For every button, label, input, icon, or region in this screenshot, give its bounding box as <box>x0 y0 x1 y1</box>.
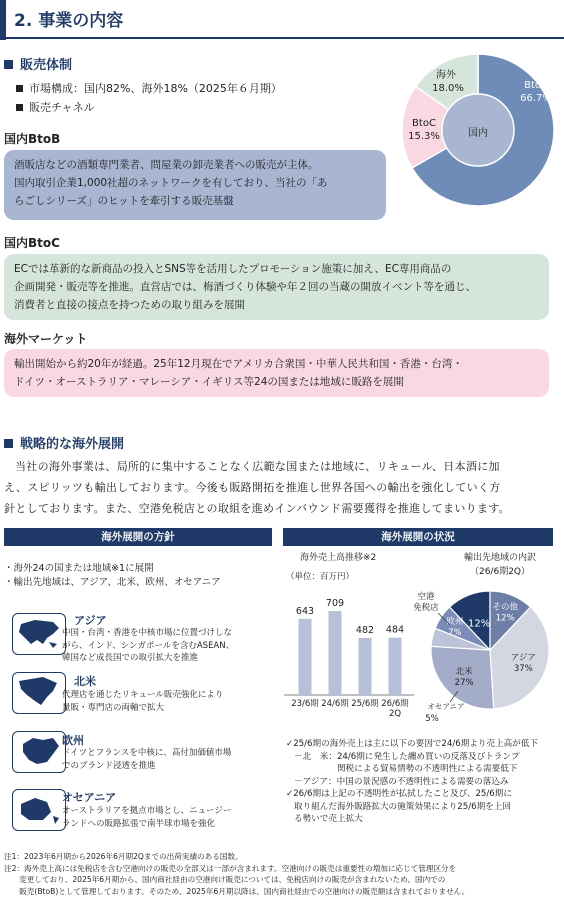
region-europe-desc <box>62 747 272 772</box>
bar-1 <box>329 611 342 695</box>
bar-0 <box>299 619 312 695</box>
page-title: 2. 事業の内容 <box>14 11 124 31</box>
bar-chart-title: 海外売上高推移※2 <box>300 553 377 563</box>
bar-2 <box>359 638 372 695</box>
pie-value-label: 7% <box>448 628 462 639</box>
btoc-line: 消費者と直接の接点を持つための取り組みを展開 <box>14 299 245 311</box>
market-composition-bullet <box>16 80 282 96</box>
footnote-line: 注1：2023年6月期から2026年6月期2Qまでの出荷実績のある国数。 <box>4 852 243 861</box>
oceania-map-icon <box>12 789 66 831</box>
pie-region-label: その他 <box>492 602 518 613</box>
btob-line: 国内取引企業1,000社超のネットワークを有しており、当社の「あ <box>14 177 328 189</box>
region-desc-line: オーストラリアを拠点市場とし、ニュージー <box>62 806 232 816</box>
pie-label-btoc: BtoC <box>412 118 436 129</box>
strategy-line: 針としております。また、空港免税店との取組を進めインバウンド需要獲得を推進してまいります。 <box>4 502 510 515</box>
note-sub: －北 米：24/6期に発生した纏め買いの反落及びトランプ <box>294 751 520 762</box>
pie-chart-title <box>440 551 560 579</box>
bar-category-label: 24/6期 <box>321 699 349 709</box>
region-na-desc <box>62 689 272 714</box>
pie-value-label: 27% <box>454 677 474 688</box>
market-composition-pie <box>398 50 558 210</box>
region-oceania-desc <box>62 805 272 830</box>
header-divider <box>0 37 564 39</box>
policy-band: 海外展開の方針 <box>4 528 272 546</box>
overseas-sales-bar-chart <box>282 585 422 725</box>
region-desc-line: 量販・専門店の両軸で拡大 <box>62 702 165 713</box>
btob-box <box>4 150 386 220</box>
pie-region-label: アジア <box>510 652 536 663</box>
bar-3 <box>389 638 402 695</box>
bullet-text: 市場構成：国内82%、海外18%（2025年６月期） <box>29 82 282 95</box>
policy-bullet: ・海外24の国または地域※1に展開 <box>4 563 154 574</box>
overseas-market-line: 輸出開始から約20年が経過。25年12月現在でアメリカ合衆国・中華人民共和国・香港・台湾・ <box>14 358 463 370</box>
region-na-title: 北米 <box>74 675 96 688</box>
pie-outside-label: オセアニア <box>427 702 465 711</box>
asia-map-icon <box>12 613 66 655</box>
pie-value-btoc: 15.3% <box>408 131 440 142</box>
square-bullet-icon <box>4 60 13 69</box>
overseas-market-box <box>4 349 549 397</box>
note-sub: －アジア：中国の景況感の不透明性による需要の落込み <box>294 776 509 787</box>
pie-value-label: 5% <box>425 714 439 724</box>
note-sub: る勢いで売上拡大 <box>294 814 363 824</box>
pie-value-label: 12% <box>468 618 491 630</box>
region-asia-desc <box>62 627 272 665</box>
region-desc-line: 中国・台湾・香港を中核市場に位置づけしな <box>62 628 233 638</box>
pie-value-label: 37% <box>513 663 533 674</box>
bar-category-label: 23/6期 <box>291 699 319 709</box>
strategy-line: え、スピリッツも輸出しております。今後も販路開拓を推進し世界各国への輸出を強化していく方 <box>4 481 501 494</box>
bar-category-label: 25/6期 <box>351 699 379 709</box>
btob-line: 酒販店などの酒類専門業者、問屋業の卸売業者への販売が主体。 <box>14 159 319 171</box>
footnotes <box>4 851 560 897</box>
strategy-line: 当社の海外事業は、局所的に集中することなく広範な国または地域に、リキュール、日本酒に加 <box>15 460 500 473</box>
footnote-line: 注2：海外売上高には免税店を含む空港向けの販売の全部又は一部が含まれます。空港向けの販売は重要性の増加に応じて管理区分を <box>4 863 457 873</box>
north-america-map-icon <box>12 672 66 714</box>
pie-title-line: （26/6期2Q） <box>469 567 531 577</box>
pie-title-line: 輸出先地域の内訳 <box>463 553 536 563</box>
strategy-heading-text: 戦略的な海外展開 <box>20 437 125 452</box>
region-asia-title: アジア <box>74 614 107 627</box>
check-note: ✓25/6期の海外売上は主に以下の要因で24/6期より売上高が低下 <box>286 739 539 749</box>
sales-system-heading <box>4 54 72 73</box>
region-europe-title: 欧州 <box>62 734 84 747</box>
btoc-box <box>4 254 549 320</box>
overseas-market-line: ドイツ・オーストラリア・マレーシア・イギリス等24の国または地域に販路を展開 <box>14 376 404 388</box>
btob-title: 国内BtoB <box>4 132 61 146</box>
bullet-text: 販売チャネル <box>29 101 95 114</box>
pie-center-label: 国内 <box>468 128 488 139</box>
bar-value-label: 709 <box>325 598 345 610</box>
bar-value-label: 482 <box>355 624 375 636</box>
pie-value-overseas: 18.0% <box>432 83 464 94</box>
pie-value-label: 12% <box>495 613 515 624</box>
region-desc-line: 代理店を通じたリキュール販売強化により <box>62 690 224 700</box>
square-bullet-icon <box>4 439 13 448</box>
footnote-line: 販売(BtoB)として管理しております。そのため、2025年6月期以降は、国内商社経由での空港向けの販売額は含まれておりません。 <box>4 886 470 896</box>
note-sub: 取り組んだ海外販路拡大の施策効果により25/6期を上回 <box>294 801 511 812</box>
status-band: 海外展開の状況 <box>283 528 553 546</box>
region-desc-line: ランドへの販路拡張で南半球市場を強化 <box>62 818 216 829</box>
pie-label-btob: BtoB <box>524 80 548 91</box>
region-desc-line: 韓国など成長国での取引拡大を推進 <box>62 653 199 663</box>
btob-line: らごしシリーズ」のヒットを牽引する販売基盤 <box>14 195 234 207</box>
bar-value-label: 484 <box>385 624 405 636</box>
bar-category-label: 26/6期 <box>381 699 409 709</box>
pie-region-label: 欧州 <box>446 617 464 628</box>
sales-channel-bullet <box>16 99 95 115</box>
export-region-pie-chart <box>410 585 560 730</box>
bar-category-label: 2Q <box>388 709 402 719</box>
note-sub: 関税による貿易情勢の不透明性による需要低下 <box>294 764 518 774</box>
policy-bullets <box>4 562 272 590</box>
pie-region-label: 北米 <box>455 666 473 677</box>
pie-value-btob: 66.7% <box>520 93 552 104</box>
btoc-title: 国内BtoC <box>4 236 60 250</box>
btoc-line: 企画開発・販売等を推進。直営店では、梅酒づくり体験や年２回の当蔵の開放イベント等を通じ、 <box>14 281 476 293</box>
strategy-heading <box>4 433 124 452</box>
policy-bullet: ・輸出先地域は、アジア、北米、欧州、オセアニア <box>4 577 221 588</box>
header-accent-bar <box>0 0 6 40</box>
region-desc-line: ドイツとフランスを中核に、高付加価値市場 <box>62 748 232 758</box>
footnote-line: 変更しており、2025年6月期から、国内商社経由の空港向け販売については、免税店向けの販売が含まれないため、国内での <box>4 875 446 884</box>
check-note: ✓26/6期は上記の不透明性が払拭したこと及び、25/6期に <box>286 789 512 799</box>
region-oceania-title: オセアニア <box>62 791 117 804</box>
bar-value-label: 643 <box>295 605 315 617</box>
pie-outside-label: 免税店 <box>413 603 439 613</box>
europe-map-icon <box>12 731 66 773</box>
pie-outside-label: 空港 <box>417 592 435 602</box>
pie-label-overseas: 海外 <box>436 70 456 81</box>
sales-system-heading-text: 販売体制 <box>20 58 73 73</box>
region-desc-line: がら、インド、シンガポールを含むASEAN、 <box>62 640 235 651</box>
square-bullet-icon <box>16 104 23 111</box>
btoc-line: ECでは革新的な新商品の投入とSNS等を活用したプロモーション施策に加え、EC専用商品の <box>14 263 452 275</box>
region-desc-line: でのブランド浸透を推進 <box>62 760 156 771</box>
square-bullet-icon <box>16 85 23 92</box>
strategy-paragraph <box>4 456 552 519</box>
status-notes <box>286 738 554 826</box>
overseas-market-title: 海外マーケット <box>4 332 88 346</box>
bar-chart-unit: （単位：百万円） <box>286 572 355 582</box>
